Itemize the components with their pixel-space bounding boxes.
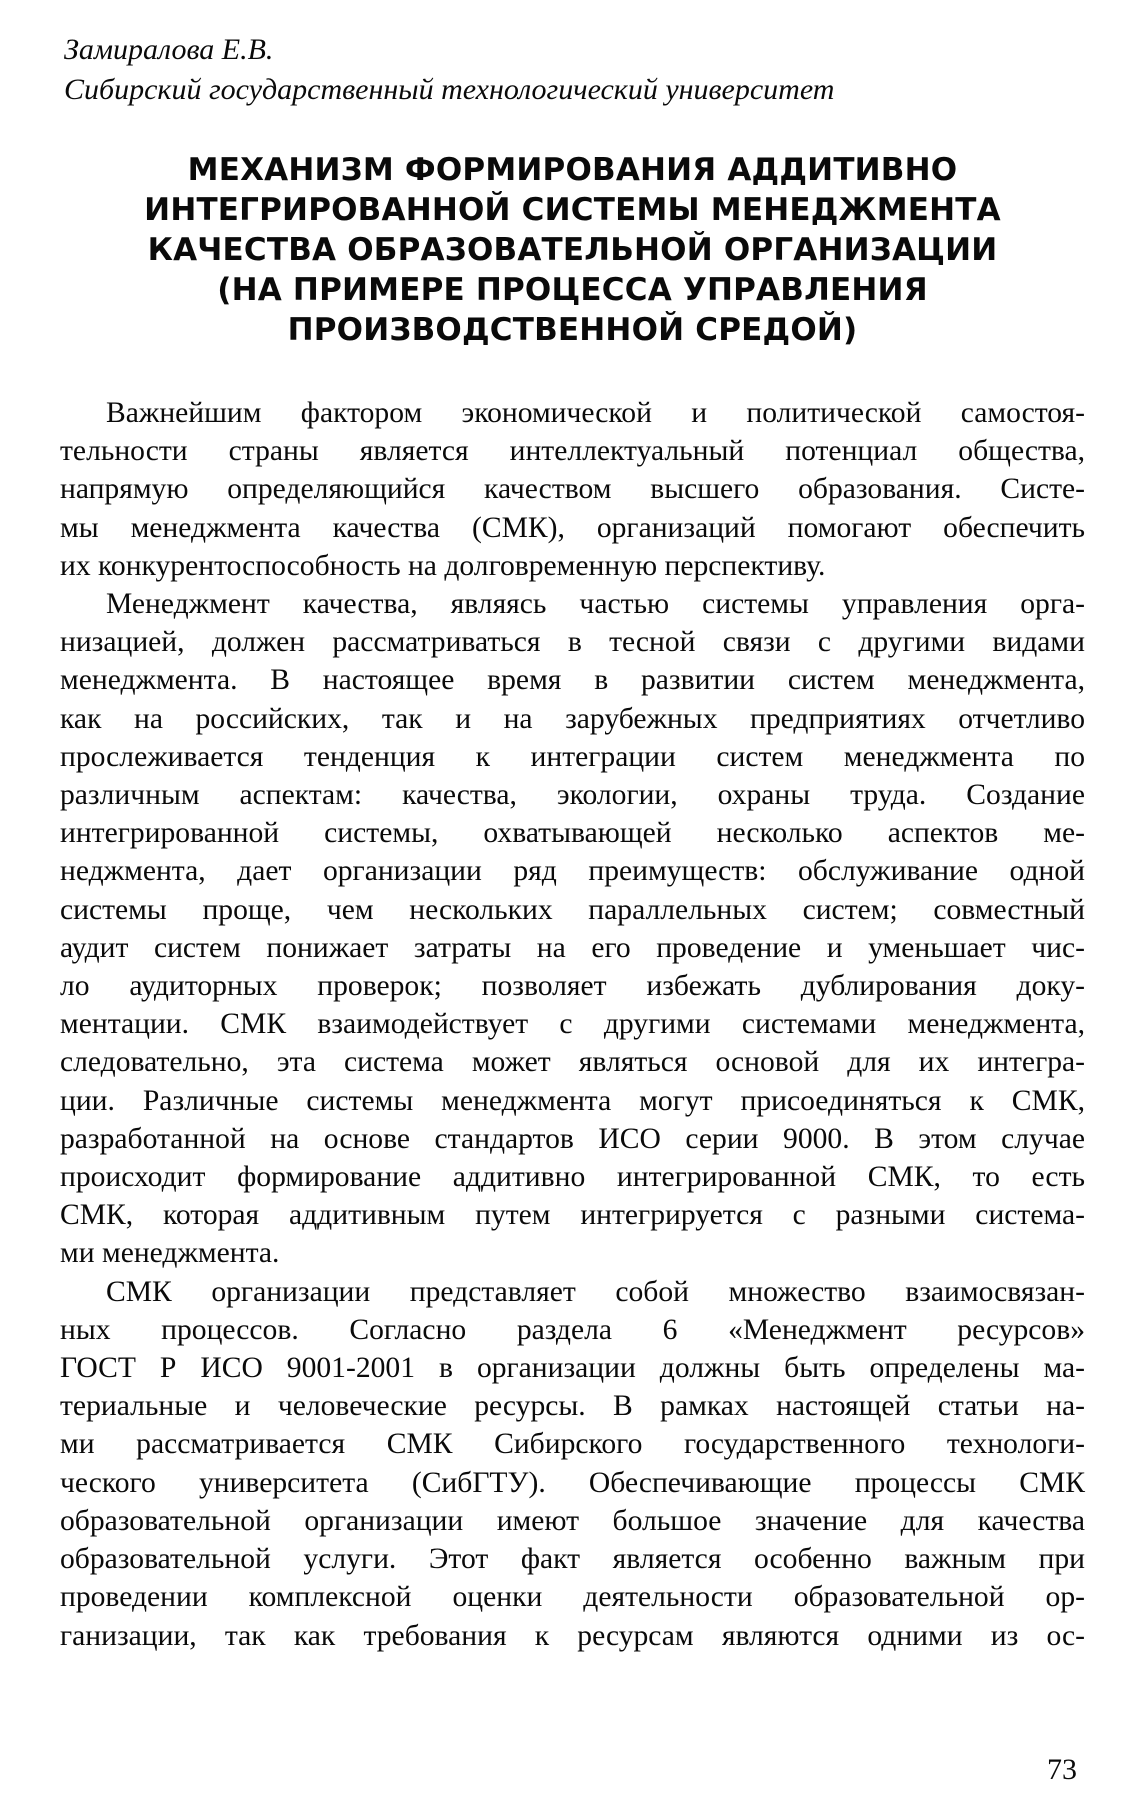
- text-line: ганизации, так как требования к ресурсам являются одними из ос-: [60, 1619, 1085, 1652]
- text-line: аудит систем понижает затраты на его проведение и уменьшает чис-: [60, 931, 1085, 964]
- article-title: [60, 150, 1085, 350]
- text-line: следовательно, эта система может являться основой для их интегра-: [60, 1046, 1085, 1079]
- article-body: [60, 394, 1085, 1655]
- text-line: Менеджмент качества, являясь частью системы управления орга-: [106, 588, 1085, 621]
- text-line: тельности страны является интеллектуальный потенциал общества,: [60, 435, 1085, 468]
- text-line: низацией, должен рассматриваться в тесной связи с другими видами: [60, 626, 1085, 659]
- text-line: интегрированной системы, охватывающей несколько аспектов ме-: [60, 817, 1085, 850]
- text-line: СМК, которая аддитивным путем интегрируется с разными система-: [60, 1199, 1085, 1232]
- text-line: прослеживается тенденция к интеграции систем менеджмента по: [60, 740, 1085, 773]
- title-line: КАЧЕСТВА ОБРАЗОВАТЕЛЬНОЙ ОРГАНИЗАЦИИ: [147, 232, 998, 268]
- text-line: напрямую определяющийся качеством высшего образования. Систе-: [60, 473, 1085, 506]
- paragraph-1: [60, 394, 1085, 585]
- text-line: териальные и человеческие ресурсы. В рамках настоящей статьи на-: [60, 1390, 1085, 1423]
- text-line: ми менеджмента.: [60, 1237, 280, 1270]
- title-line: ПРОИЗВОДСТВЕННОЙ СРЕДОЙ): [287, 312, 858, 348]
- text-line: системы проще, чем нескольких параллельных систем; совместный: [60, 893, 1085, 926]
- text-line: Важнейшим фактором экономической и политической самостоя-: [106, 397, 1085, 429]
- text-line: происходит формирование аддитивно интегрированной СМК, то есть: [60, 1161, 1085, 1194]
- text-line: ческого университета (СибГТУ). Обеспечивающие процессы СМК: [60, 1466, 1085, 1499]
- text-line: неджмента, дает организации ряд преимуществ: обслуживание одной: [60, 855, 1085, 888]
- text-line: образовательной организации имеют большое значение для качества: [60, 1504, 1085, 1537]
- text-line: разработанной на основе стандартов ИСО серии 9000. В этом случае: [60, 1122, 1085, 1155]
- title-line: (НА ПРИМЕРЕ ПРОЦЕССА УПРАВЛЕНИЯ: [217, 272, 928, 308]
- text-line: мы менеджмента качества (СМК), организаций помогают обеспечить: [60, 511, 1085, 544]
- text-line: СМК организации представляет собой множество взаимосвязан-: [106, 1275, 1085, 1308]
- text-line: менеджмента. В настоящее время в развитии систем менеджмента,: [60, 664, 1085, 697]
- text-line: ло аудиторных проверок; позволяет избежать дублирования доку-: [60, 970, 1085, 1003]
- text-line: образовательной услуги. Этот факт является особенно важным при: [60, 1543, 1085, 1576]
- text-line: ментации. СМК взаимодействует с другими системами менеджмента,: [60, 1008, 1085, 1041]
- paragraph-3: [60, 1273, 1085, 1655]
- text-line: ных процессов. Согласно раздела 6 «Менеджмент ресурсов»: [60, 1313, 1085, 1346]
- author-name: Замиралова Е.В.: [64, 33, 274, 66]
- page-number: 73: [1047, 1753, 1077, 1786]
- text-line: ции. Различные системы менеджмента могут присоединяться к СМК,: [60, 1084, 1085, 1117]
- text-line: различным аспектам: качества, экологии, охраны труда. Создание: [60, 779, 1085, 812]
- text-line: их конкурентоспособность на долговременную перспективу.: [60, 549, 826, 582]
- text-line: проведении комплексной оценки деятельности образовательной ор-: [60, 1581, 1085, 1614]
- author-affiliation: Сибирский государственный технологический университет: [64, 73, 835, 106]
- title-line: ИНТЕГРИРОВАННОЙ СИСТЕМЫ МЕНЕДЖМЕНТА: [144, 192, 1001, 228]
- paragraph-2: [60, 585, 1085, 1273]
- title-line: МЕХАНИЗМ ФОРМИРОВАНИЯ АДДИТИВНО: [187, 152, 958, 188]
- text-line: ГОСТ Р ИСО 9001-2001 в организации должны быть определены ма-: [60, 1352, 1085, 1385]
- document-page: [60, 30, 1085, 1790]
- text-line: как на российских, так и на зарубежных предприятиях отчетливо: [60, 702, 1085, 735]
- text-line: ми рассматривается СМК Сибирского государственного технологи-: [60, 1428, 1085, 1461]
